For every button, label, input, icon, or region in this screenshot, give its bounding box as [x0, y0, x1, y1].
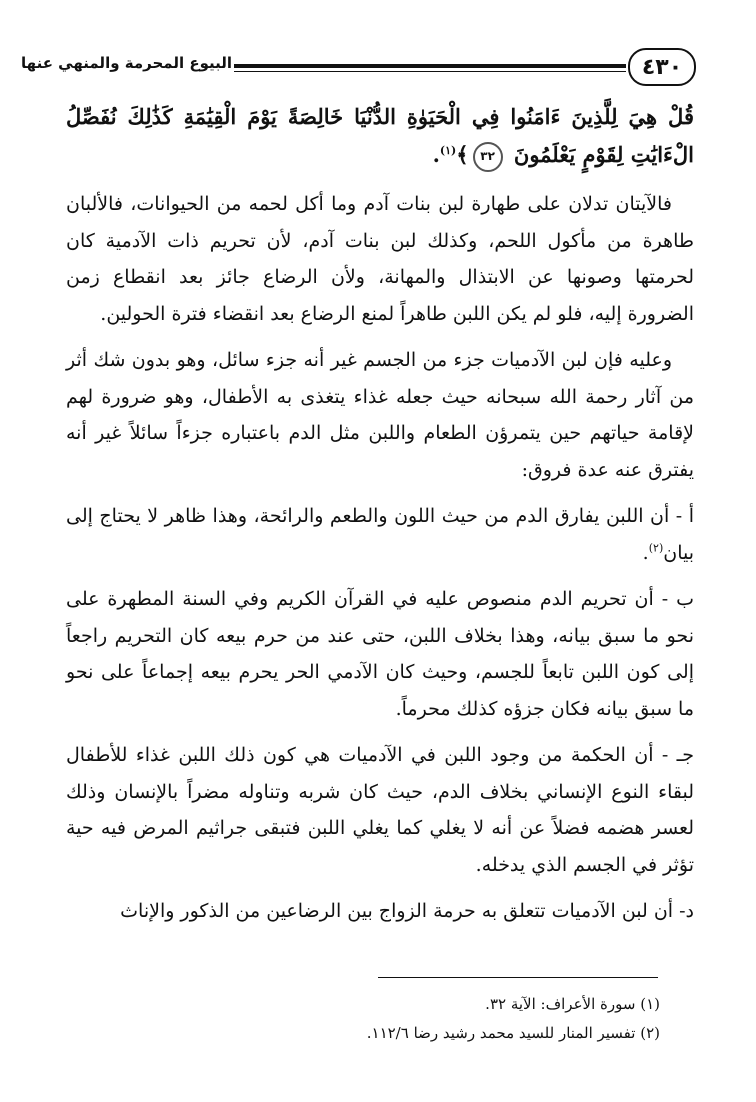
footnote-1: (١) سورة الأعراف: الآية ٣٢. [485, 995, 660, 1013]
footnote-ref-1: (١) [439, 144, 457, 157]
page-header [0, 46, 756, 94]
paragraph-3 [66, 498, 694, 571]
verse-end: . [432, 142, 440, 167]
paragraph-4: ب - أن تحريم الدم منصوص عليه في القرآن الكريم وفي السنة المطهرة على نحو ما سبق بيانه، وهذا بخلاف اللبن، حتى عند من حرم بيعه كان التحريم راجعاً إلى كون اللبن تابعاً للجسم، وحيث كان الآدمي الحر يحرم بيعه إجماعاً على نحو ما سبق بيانه فكان جزؤه كذلك محرماً. [66, 588, 694, 720]
paragraph-3-end: . [642, 541, 649, 564]
footnote-divider [378, 977, 658, 978]
paragraph-3-text: أ - أن اللبن يفارق الدم من حيث اللون والطعم والرائحة، وهذا ظاهر لا يحتاج إلى بيان [66, 505, 694, 564]
quran-verse-text: قُلْ هِيَ لِلَّذِينَ ءَامَنُوا فِي الْحَيَوٰةِ الدُّنْيَا خَالِصَةً يَوْمَ الْقِيَٰمَةِ كَذَٰلِكَ نُفَصِّلُ الْءَايَٰتِ لِقَوْمٍ يَعْلَمُونَ [66, 104, 694, 167]
header-rule-thin [234, 71, 626, 72]
closing-bracket: ﴾ [456, 142, 469, 167]
paragraph-5: جـ - أن الحكمة من وجود اللبن في الآدميات هي كون ذلك اللبن غذاء للأطفال لبقاء النوع الإنساني بخلاف الدم، حيث كان شربه وتناوله مضراً بالإنسان وذلك لعسر هضمه فضلاً عن أنه لا يغلي كما يغلي اللبن فتبقى جراثيم المرض فيه حية تؤثر في الجسم الذي يدخله. [66, 744, 694, 876]
page-number: ٤٣٠ [628, 48, 696, 86]
footnotes [100, 990, 660, 1048]
header-rule [234, 64, 626, 68]
paragraph-2: وعليه فإن لبن الآدميات جزء من الجسم غير أنه جزء سائل، وهو بدون شك أثر من آثار رحمة الله سبحانه حيث جعله غذاء يتغذى به الأطفال، وهو ضرورة لهم لإقامة حياتهم حين يتمرؤن الطعام واللبن مثل الدم باعتباره جزءاً سائلاً غير أنه يفترق عنه عدة فروق: [66, 349, 694, 481]
quran-verse [66, 98, 694, 174]
ayah-number-icon: ٣٢ [473, 142, 503, 172]
paragraph-1: فالآيتان تدلان على طهارة لبن بنات آدم وما أكل لحمه من الحيوانات، فالألبان طاهرة من مأكول اللحم، وكذلك لبن بنات آدم، لأن تحريم ذات الآدمية كان لحرمتها وصونها عن الابتذال والمهانة، ولأن الرضاع جائز بعد انقطاع زمن الضرورة إليه، فلو لم يكن اللبن طاهراً لمنع الرضاع بعد انقضاء فترة الحولين. [66, 193, 695, 325]
paragraph-6: د- أن لبن الآدميات تتعلق به حرمة الزواج بين الرضاعين من الذكور والإناث [120, 900, 694, 922]
footnote-ref-2: (٢) [648, 541, 664, 555]
running-title: البيوع المحرمة والمنهي عنها [21, 54, 232, 72]
footnote-2: (٢) تفسير المنار للسيد محمد رشيد رضا ١١٢/٦. [366, 1024, 660, 1042]
page-content [66, 98, 694, 940]
